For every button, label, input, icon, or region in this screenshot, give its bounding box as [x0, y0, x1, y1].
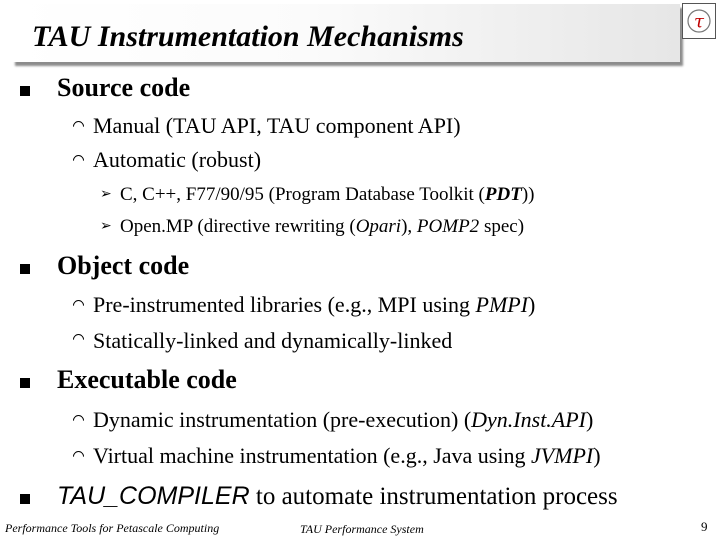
item-vm-close: ) [593, 443, 601, 468]
item-tau-compiler [57, 481, 618, 511]
bullet-arc-icon [71, 119, 87, 135]
item-automatic: Automatic (robust) [93, 147, 262, 172]
item-virtual-machine [93, 443, 601, 469]
tau-compiler-text: to automate instrumentation process [249, 483, 618, 510]
heading-object-code: Object code [57, 251, 190, 280]
bullet-arc-icon [71, 449, 87, 465]
bullet-arc-icon [71, 153, 87, 169]
heading-executable-code: Executable code [57, 365, 237, 394]
pomp2-term: POMP2 [416, 216, 480, 237]
item-vm-text: Virtual machine instrumentation (e.g., Java using [93, 443, 531, 468]
bullet-square-icon [20, 494, 30, 504]
page-number: 9 [701, 519, 708, 534]
pdt-term: PDT [484, 184, 522, 205]
item-dynamic-text: Dynamic instrumentation (pre-execution) ( [93, 407, 472, 432]
bullet-square-icon [20, 86, 30, 96]
item-manual: Manual (TAU API, TAU component API) [93, 113, 461, 138]
item-linked: Statically-linked and dynamically-linked [93, 328, 453, 353]
item-openmp-text: Open.MP (directive rewriting ( [120, 216, 356, 237]
logo-glyph: τ [694, 11, 704, 32]
item-cpp-close: )) [521, 184, 535, 205]
bullet-arrow-icon: ➢ [100, 187, 112, 202]
item-cpp-text: C, C++, F77/90/95 (Program Database Toolkit ( [120, 184, 485, 205]
pmpi-term: PMPI [475, 292, 529, 317]
slide-title: TAU Instrumentation Mechanisms [32, 20, 464, 53]
jvmpi-term: JVMPI [530, 443, 594, 468]
dyninst-term: Dyn.Inst.API [471, 407, 587, 432]
footer-system: TAU Performance System [300, 522, 424, 536]
tau-logo-icon [682, 3, 716, 39]
item-openmp [120, 216, 524, 238]
opari-term: Opari [355, 216, 402, 237]
footer-course: Performance Tools for Petascale Computing [5, 521, 220, 535]
item-preinst-text: Pre-instrumented libraries (e.g., MPI using [93, 292, 476, 317]
bullet-arc-icon [71, 332, 87, 348]
item-preinst-close: ) [528, 292, 536, 317]
tau-compiler-term: TAU_COMPILER [57, 482, 250, 510]
item-openmp-sep: ), [401, 216, 417, 237]
item-dynamic-close: ) [586, 407, 594, 432]
bullet-square-icon [20, 264, 30, 274]
heading-source-code: Source code [57, 73, 191, 102]
bullet-arc-icon [71, 298, 87, 314]
item-cpp-fortran [120, 184, 534, 206]
bullet-square-icon [20, 378, 30, 388]
bullet-arc-icon [71, 413, 87, 429]
item-openmp-close: spec) [479, 216, 525, 237]
item-dynamic [93, 407, 593, 433]
bullet-arrow-icon: ➢ [100, 219, 112, 234]
item-preinstrumented [93, 292, 535, 318]
